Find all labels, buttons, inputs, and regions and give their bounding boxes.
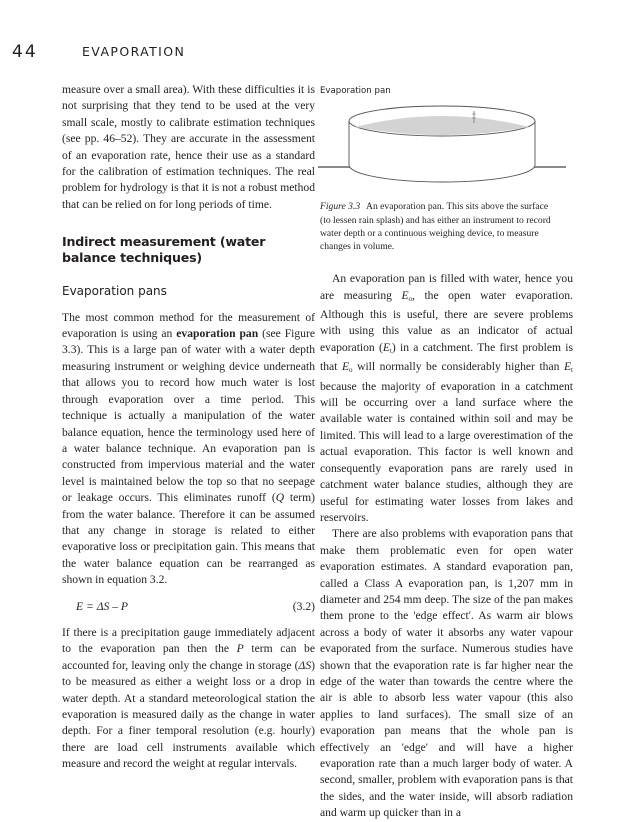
equation-number: (3.2) — [292, 599, 315, 613]
text-run: because the majority of evaporation in a catchment will be occurring over a land surface where the available water is contained within soil and may be limited. This will lead to a large overestimation of the actual evaporation. This factor is well known and consequently evaporation pans are rarely used in catchment water balance studies, although they are useful for estimating water losses from lakes and reservoirs. — [320, 379, 573, 524]
symbol-p: P — [236, 642, 244, 656]
edge-effect-paragraph: There are also problems with evaporation pans that make them problematic even for open water evaporation estimates. A standard evaporation pan, called a Class A evaporation pan, is 1,207 mm in diameter and 254 mm deep. The size of the pan makes them prone to the 'edge effect'. As warm air blows across a body of water it absorbs any water vapour evaporated from the surface. Numerous studies have shown that the evaporation rate is far higher near the edge of the water than towards the centre where the air is able to absorb less water vapour (this also applies to land surfaces). The small size of an evaporation pan means that the whole pan is effectively an 'edge' and will have a higher evaporation rate than a much larger body of water. A second, smaller, problem with evaporation pans is that the sides, and the water inside, will absorb radiation and warm up quicker than in a — [320, 527, 573, 820]
subscript-o: o — [349, 366, 353, 375]
subscript-t: t — [571, 366, 573, 375]
right-column — [320, 83, 573, 822]
text-run: (see Figure 3.3). This is a large pan of water with a water depth measuring instrument or weighing device underneath that allows you to record how much water is lost through evaporation over a time period. This technique is actually a manipulation of the water balance equation, hence the terminology used here of a water balance technique. An evaporation pan is constructed from impervious material and the water level is maintained below the top so that no seepage or leakage occurs. This eliminates runoff ( — [62, 327, 315, 505]
text-run: , the open water evaporation. Although this is useful, there are severe problems with using this value as an indicator of actual evaporation ( — [320, 288, 574, 354]
left-column — [62, 82, 315, 773]
symbol-e: E — [341, 360, 350, 374]
subsection-heading: Evaporation pans — [62, 284, 167, 299]
figure-label: Evaporation pan — [320, 86, 391, 96]
text-run: ) in a catchment. The first problem is that — [320, 340, 573, 374]
subscript-o: o — [408, 294, 413, 303]
text-run: term) from the water balance. Therefore it can be assumed that any change in storage is related to either evaporative loss or precipitation gain. This means that the water balance equation can be rearranged as shown in equation 3.2. — [62, 491, 315, 587]
equation-3-2 — [76, 599, 315, 615]
symbol-delta-s: ΔS — [298, 658, 312, 672]
right-body — [320, 271, 573, 821]
running-head — [12, 42, 186, 62]
evaporation-pan-paragraph — [62, 310, 315, 589]
text-run: ) to be measured as either a weight loss or a drop in water depth. At a standard meteorological station the evaporation is measured daily as the change in water depth. For a finer temporal resolution (e.g. hourly) there are load cell instruments available which measure and record the weight at regular intervals. — [62, 658, 315, 771]
symbol-e: E — [563, 360, 572, 374]
subscript-t: t — [389, 346, 392, 355]
symbol-e: E — [401, 288, 409, 302]
symbol-e: E — [382, 340, 390, 354]
intro-paragraph: measure over a small area). With these difficulties it is not surprising that they tend to be used at the very small scale, mostly to calibrate estimation techniques (see pp. 46–52). They are accurate in the assessment of an evaporation rate, hence their use as a standard for the calibration of estimation techniques. The real problem for hydrology is that it is not a robust method that can be relied on for long periods of time. — [62, 83, 315, 211]
equation-expression: E = ΔS – P — [76, 599, 128, 613]
evaporation-pan-diagram — [318, 103, 568, 195]
text-run: The most common method for the measurement of evaporation is using an — [62, 310, 315, 341]
figure-caption — [320, 200, 560, 253]
figure-number: Figure 3.3 — [320, 201, 361, 213]
text-run: If there is a precipitation gauge immediately adjacent to the evaporation pan then the — [62, 625, 315, 656]
text-run: will normally be considerably higher than — [352, 360, 564, 374]
text-run: An evaporation pan is filled with water, hence you are measuring — [320, 272, 573, 302]
figure-3-3 — [320, 83, 573, 253]
precipitation-gauge-paragraph — [62, 625, 315, 773]
text-run: term can be accounted for, leaving only the change in storage ( — [62, 642, 315, 672]
open-water-paragraph — [320, 271, 573, 526]
section-heading: Indirect measurement (water balance techniques) — [62, 234, 266, 265]
caption-text: An evaporation pan. This sits above the surface (to lessen rain splash) and has either an instrument to record water depth or a continuous weighing device, to measure changes in volume. — [320, 201, 551, 253]
chapter-title: EVAPORATION — [82, 44, 186, 59]
page-number: 44 — [12, 42, 38, 62]
key-term: evaporation pan — [176, 327, 259, 341]
symbol-q: Q — [275, 491, 285, 505]
